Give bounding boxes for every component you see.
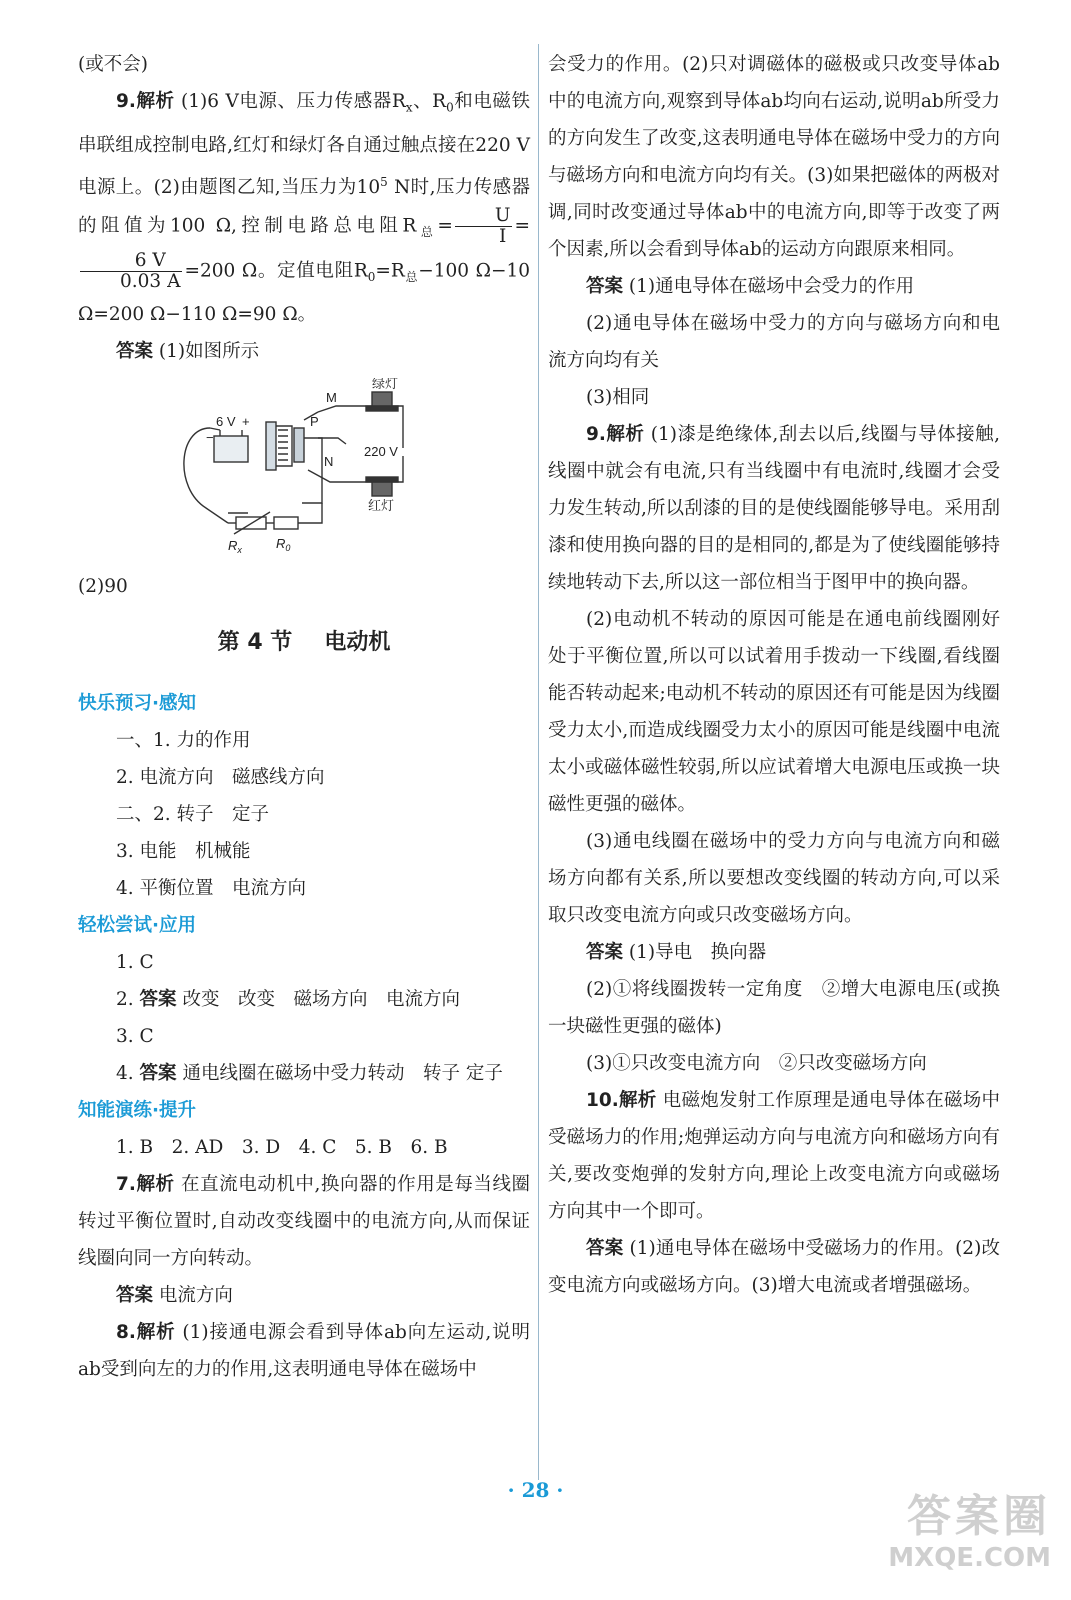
heading-practice: 知能演练·提升: [78, 1100, 197, 1122]
heading-try: 轻松尝试·应用: [78, 915, 197, 937]
column-divider: [538, 44, 539, 1480]
left-column: [78, 46, 530, 1388]
preview-line: 4. 平衡位置 电流方向: [116, 878, 307, 900]
contact-m-label: M: [326, 390, 337, 406]
minus-label: −: [206, 430, 214, 446]
q10-answer: 答案 (1)通电导体在磁场中受磁场力的作用。(2)改变电流方向或磁场方向。(3)增大电流或者增强磁场。: [548, 1238, 1000, 1296]
q9-answer: 答案 (1)如图所示: [116, 341, 260, 363]
try-q2: 2. 答案 改变 改变 磁场方向 电流方向: [116, 989, 460, 1011]
ac-220v-label: 220 V: [364, 444, 398, 460]
contact-p-label: P: [310, 414, 319, 430]
rx-label: $R_x$: [228, 538, 242, 556]
continuation-text: (或不会): [78, 54, 148, 75]
circuit-svg: [78, 378, 530, 558]
preview-line: 2. 电流方向 磁感线方向: [116, 767, 325, 789]
watermark-top: 答案圈: [907, 1491, 1051, 1542]
watermark-bottom: MXQE.COM: [888, 1543, 1051, 1573]
try-q1: 1. C: [116, 952, 154, 974]
r0-label: $R_0$: [276, 536, 291, 554]
q9-answer-1: 答案 (1)导电 换向器: [586, 942, 767, 963]
q9-analysis-2: (2)电动机不转动的原因可能是在通电前线圈刚好处于平衡位置,所以可以试着用手拨动一下线圈,看线圈能否转动起来;电动机不转动的原因还有可能是因为线圈受力太小,而造成线圈受力太小的原因可能是线圈中电流太小或磁体磁性较弱,所以应试着增大电源电压或换一块磁性更强的磁体。: [548, 609, 1000, 815]
q9-label: 9.解析: [116, 91, 175, 112]
q9-analysis-3: (3)通电线圈在磁场中的受力方向与电流方向和磁场方向都有关系,所以要想改变线圈的转动方向,可以采取只改变电流方向或只改变磁场方向。: [548, 831, 1000, 926]
try-q3: 3. C: [116, 1026, 154, 1048]
plus-label: +: [242, 414, 250, 430]
q8-analysis-cont: 会受力的作用。(2)只对调磁体的磁极或只改变导体ab中的电流方向,观察到导体ab均向右运动,说明ab所受力的方向发生了改变,这表明通电导体在磁场中受力的方向与磁场方向和电流方向均有关。(3)如果把磁体的两极对调,同时改变通过导体ab中的电流方向,即等于改变了两个因素,所以会看到导体ab的运动方向跟原来相同。: [548, 54, 1000, 260]
q9-answer-3: (3)①只改变电流方向 ②只改变磁场方向: [586, 1053, 927, 1074]
preview-line: 一、1. 力的作用: [116, 730, 251, 752]
q8-answer-2: (2)通电导体在磁场中受力的方向与磁场方向和电流方向均有关: [548, 313, 1000, 371]
contact-n-label: N: [324, 454, 334, 470]
page-number: · 28 ·: [507, 1478, 564, 1502]
preview-line: 3. 电能 机械能: [116, 841, 251, 863]
six-volt-label: 6 V: [216, 414, 236, 430]
red-lamp-label: 红灯: [368, 498, 395, 514]
q9-analysis: 9.解析 (1)6 V电源、压力传感器$R_x$、$R_0$和电磁铁串联组成控制电路,红灯和绿灯各自通过触点接在220 V电源上。(2)由题图乙知,当压力为$10^5$ N时,压力传感器的阻值为100 Ω,控制电路总电阻$R_总=$ $\frac{U}{I}$ = $\frac{6 V}{0.03 A}$ =200 Ω。定值电阻$R_0=R_总-100$ Ω−10 Ω=200 Ω−110 Ω=90 Ω。: [78, 91, 530, 326]
section-title: 第 4 节 电动机: [217, 630, 391, 656]
q10-analysis: 10.解析 电磁炮发射工作原理是通电导体在磁场中受磁场力的作用;炮弹运动方向与电流方向和磁场方向有关,要改变炮弹的发射方向,理论上改变电流方向或磁场方向其中一个即可。: [548, 1090, 1000, 1222]
practice-answers: 1. B 2. AD 3. D 4. C 5. B 6. B: [116, 1137, 448, 1159]
fraction-6v-over-current: $\frac{6 V}{0.03 A}$: [80, 251, 182, 292]
q7-answer: 答案 电流方向: [116, 1285, 233, 1307]
green-lamp-label: 绿灯: [372, 378, 399, 392]
q9-answer-2: (2)90: [78, 576, 128, 598]
q9-analysis-right: 9.解析 (1)漆是绝缘体,刮去以后,线圈与导体接触,线圈中就会有电流,只有当线圈中有电流时,线圈才会受力发生转动,所以刮漆的目的是使线圈能够导电。采用刮漆和使用换向器的目的是相同的,都是为了使线圈能够持续地转动下去,所以这一部位相当于图甲中的换向器。: [548, 424, 1000, 593]
q7-analysis: 7.解析 在直流电动机中,换向器的作用是每当线圈转过平衡位置时,自动改变线圈中的电流方向,从而保证线圈向同一方向转动。: [78, 1174, 531, 1270]
q8-answer-1: 答案 (1)通电导体在磁场中会受力的作用: [586, 276, 915, 297]
circuit-diagram: [78, 378, 530, 558]
heading-preview: 快乐预习·感知: [78, 693, 197, 715]
fraction-u-over-i: $\frac{U}{I}$: [455, 206, 513, 247]
try-q4: 4. 答案 通电线圈在磁场中受力转动 转子 定子: [116, 1063, 503, 1085]
preview-line: 二、2. 转子 定子: [116, 804, 270, 826]
q8-answer-3: (3)相同: [586, 387, 650, 408]
watermark-logo: [851, 1492, 1051, 1582]
q9-answer-2: (2)①将线圈拨转一定角度 ②增大电源电压(或换一块磁性更强的磁体): [548, 979, 1000, 1037]
q8-analysis: 8.解析 (1)接通电源会看到导体ab向左运动,说明ab受到向左的力的作用,这表明通电导体在磁场中: [78, 1322, 530, 1381]
right-column: [548, 46, 1000, 1304]
